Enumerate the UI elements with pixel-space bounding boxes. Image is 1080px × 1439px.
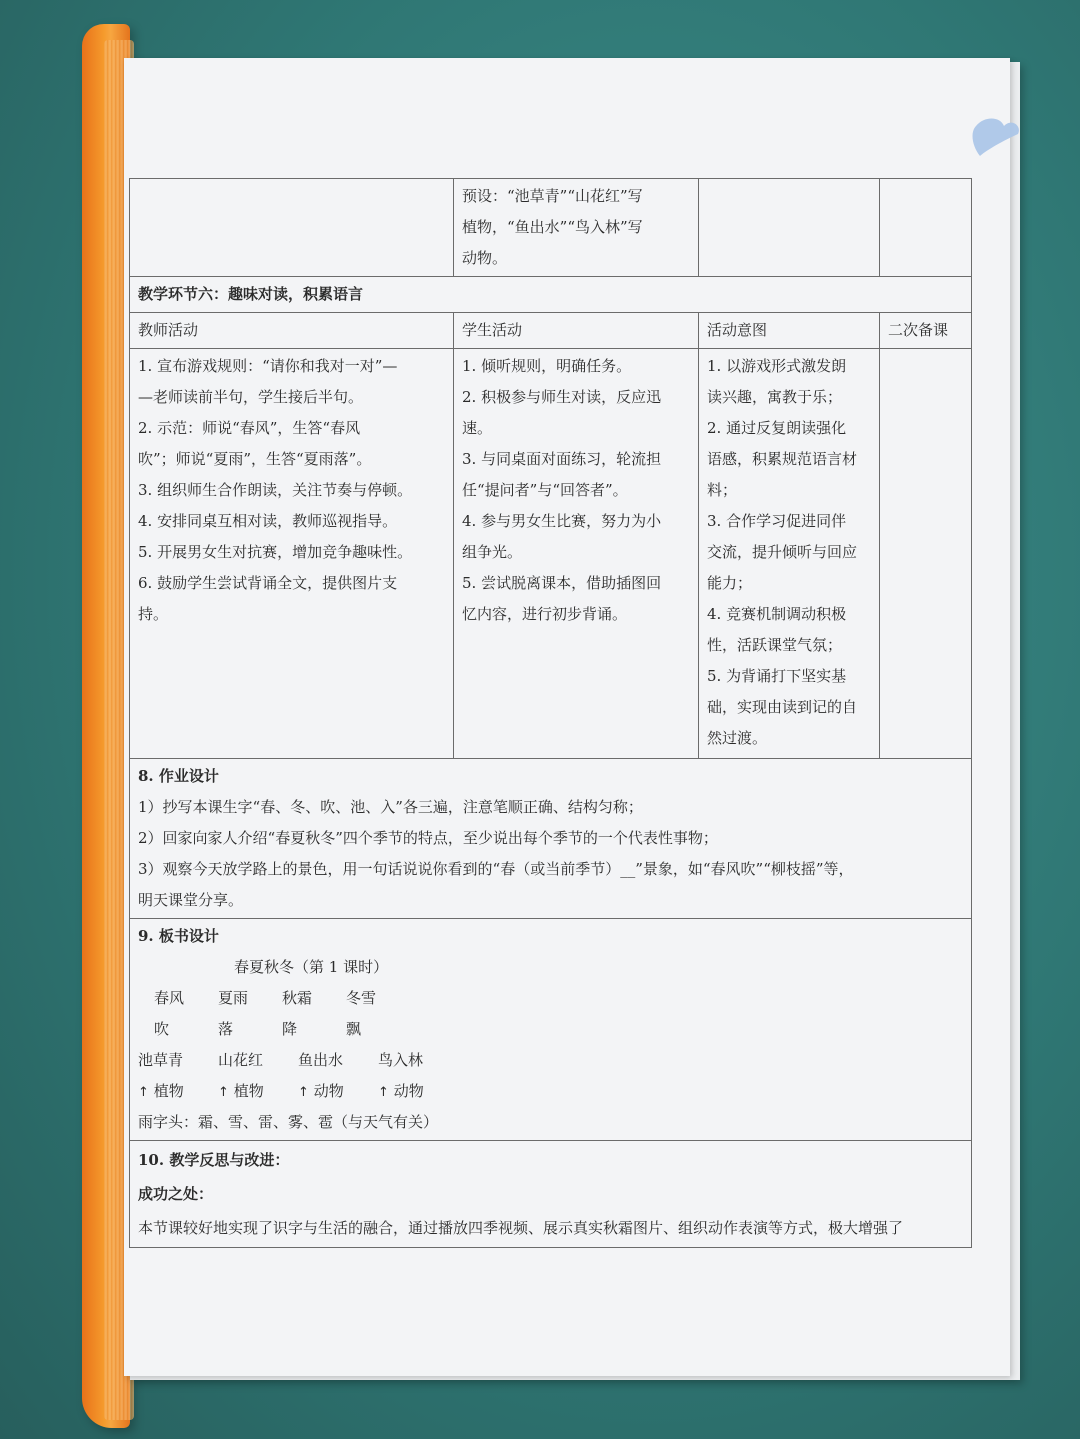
teacher-line: 持。 xyxy=(138,605,169,623)
board-category-row xyxy=(138,1076,963,1107)
board-word: 吹 xyxy=(154,1020,170,1038)
teacher-activities xyxy=(130,349,454,759)
board-category xyxy=(218,1076,298,1108)
board-word: 池草青 xyxy=(138,1051,184,1069)
student-line: 速。 xyxy=(462,419,493,437)
board-row xyxy=(130,919,972,1141)
student-line: 2. 积极参与师生对读，反应迅 xyxy=(462,388,662,406)
teacher-line: 吹”；师说“夏雨”，生答“夏雨落”。 xyxy=(138,450,372,468)
board-word: 鱼出水 xyxy=(298,1051,344,1069)
preset-line: 植物，“鱼出水”“鸟入林”写 xyxy=(462,218,643,236)
intent-line: 能力； xyxy=(707,574,753,592)
student-line: 4. 参与男女生比赛，努力为小 xyxy=(462,512,662,530)
board-word: 夏雨 xyxy=(218,989,249,1007)
teacher-line: 1. 宣布游戏规则：“请你和我对一对”— xyxy=(138,357,398,375)
board-category xyxy=(138,1076,218,1108)
board-word: 鸟入林 xyxy=(378,1051,424,1069)
board-phrases-row xyxy=(138,1045,963,1076)
preset-row xyxy=(130,179,972,277)
board-category-label: 植物 xyxy=(153,1081,184,1100)
board-category xyxy=(298,1076,378,1108)
homework-line: 2）回家向家人介绍“春夏秋冬”四个季节的特点，至少说出每个季节的一个代表性事物； xyxy=(138,829,718,847)
teacher-line: 6. 鼓励学生尝试背诵全文，提供图片支 xyxy=(138,574,398,592)
board-category-label: 动物 xyxy=(393,1081,424,1100)
header-revision: 二次备课 xyxy=(880,313,972,349)
student-line: 任“提问者”与“回答者”。 xyxy=(462,481,628,499)
intent-line: 交流，提升倾听与回应 xyxy=(707,543,858,561)
student-line: 1. 倾听规则，明确任务。 xyxy=(462,357,632,375)
up-arrow-icon: ↑ xyxy=(378,1084,389,1100)
section6-header-row xyxy=(130,313,972,349)
revision-cell xyxy=(880,349,972,759)
intent-line: 读兴趣，寓教于乐； xyxy=(707,388,843,406)
board-category xyxy=(378,1076,458,1108)
up-arrow-icon: ↑ xyxy=(298,1084,309,1100)
teacher-line: 4. 安排同桌互相对读，教师巡视指导。 xyxy=(138,512,398,530)
board-seasons-row xyxy=(138,983,963,1014)
up-arrow-icon: ↑ xyxy=(138,1084,149,1100)
board-title: 9. 板书设计 xyxy=(138,927,219,945)
header-teacher: 教师活动 xyxy=(130,313,454,349)
board-heading-row xyxy=(138,952,963,983)
board-word: 飘 xyxy=(346,1020,362,1038)
board-section xyxy=(130,919,972,1141)
up-arrow-icon: ↑ xyxy=(218,1084,229,1100)
intent-line: 2. 通过反复朗读强化 xyxy=(707,419,847,437)
header-student: 学生活动 xyxy=(454,313,699,349)
reflection-text: 本节课较好地实现了识字与生活的融合，通过播放四季视频、展示真实秋霜图片、组织动作表演等方式，极大增强了 xyxy=(138,1219,904,1237)
board-rain-line: 雨字头：霜、雪、雷、雾、雹（与天气有关） xyxy=(138,1113,439,1131)
intent-line: 语感，积累规范语言材 xyxy=(707,450,858,468)
reflection-title: 10. 教学反思与改进： xyxy=(138,1151,290,1169)
preset-line: 动物。 xyxy=(462,249,508,267)
homework-line: 明天课堂分享。 xyxy=(138,891,244,909)
reflection-subtitle: 成功之处： xyxy=(138,1185,214,1203)
preset-revision-cell xyxy=(880,179,972,277)
intent-line: 5. 为背诵打下坚实基 xyxy=(707,667,847,685)
board-rain-row xyxy=(138,1107,963,1138)
reflection-section xyxy=(130,1141,972,1248)
student-activities xyxy=(454,349,699,759)
preset-line: 预设：“池草青”“山花红”写 xyxy=(462,187,643,205)
preset-student-cell xyxy=(454,179,699,277)
preset-intent-cell xyxy=(699,179,880,277)
board-word: 冬雪 xyxy=(346,989,377,1007)
teacher-line: 2. 示范：师说“春风”，生答“春风 xyxy=(138,419,361,437)
student-line: 3. 与同桌面对面练习，轮流担 xyxy=(462,450,662,468)
intent-line: 性，活跃课堂气氛； xyxy=(707,636,843,654)
board-word: 落 xyxy=(218,1020,234,1038)
header-intent: 活动意图 xyxy=(699,313,880,349)
student-line: 忆内容，进行初步背诵。 xyxy=(462,605,628,623)
heart-icon xyxy=(966,112,1022,166)
homework-title: 8. 作业设计 xyxy=(138,767,219,785)
homework-line: 3）观察今天放学路上的景色，用一句话说说你看到的“春（或当前季节）__”景象，如“春风吹”“柳枝摇”等， xyxy=(138,860,854,878)
intent-line: 4. 竞赛机制调动积极 xyxy=(707,605,847,623)
homework-row xyxy=(130,759,972,919)
lesson-plan-table xyxy=(129,178,972,1248)
board-word: 山花红 xyxy=(218,1051,264,1069)
teacher-line: 5. 开展男女生对抗赛，增加竞争趣味性。 xyxy=(138,543,413,561)
board-heading: 春夏秋冬（第 1 课时） xyxy=(234,958,389,976)
preset-teacher-cell xyxy=(130,179,454,277)
teacher-line: 3. 组织师生合作朗读，关注节奏与停顿。 xyxy=(138,481,413,499)
homework-line: 1）抄写本课生字“春、冬、吹、池、入”各三遍，注意笔顺正确、结构匀称； xyxy=(138,798,643,816)
homework-section xyxy=(130,759,972,919)
board-category-label: 动物 xyxy=(313,1081,344,1100)
intent-line: 3. 合作学习促进同伴 xyxy=(707,512,847,530)
section6-title-row xyxy=(130,277,972,313)
section6-content-row xyxy=(130,349,972,759)
intent-line: 料； xyxy=(707,481,738,499)
board-verbs-row xyxy=(138,1014,963,1045)
teacher-line: —老师读前半句，学生接后半句。 xyxy=(138,388,364,406)
board-word: 春风 xyxy=(154,989,185,1007)
section6-title: 教学环节六：趣味对读，积累语言 xyxy=(130,277,972,313)
student-line: 组争光。 xyxy=(462,543,523,561)
student-line: 5. 尝试脱离课本，借助插图回 xyxy=(462,574,662,592)
board-category-label: 植物 xyxy=(233,1081,264,1100)
activity-intents xyxy=(699,349,880,759)
board-word: 降 xyxy=(282,1020,298,1038)
reflection-row xyxy=(130,1141,972,1248)
intent-line: 础，实现由读到记的自 xyxy=(707,698,858,716)
intent-line: 然过渡。 xyxy=(707,729,768,747)
board-word: 秋霜 xyxy=(282,989,313,1007)
intent-line: 1. 以游戏形式激发朗 xyxy=(707,357,847,375)
